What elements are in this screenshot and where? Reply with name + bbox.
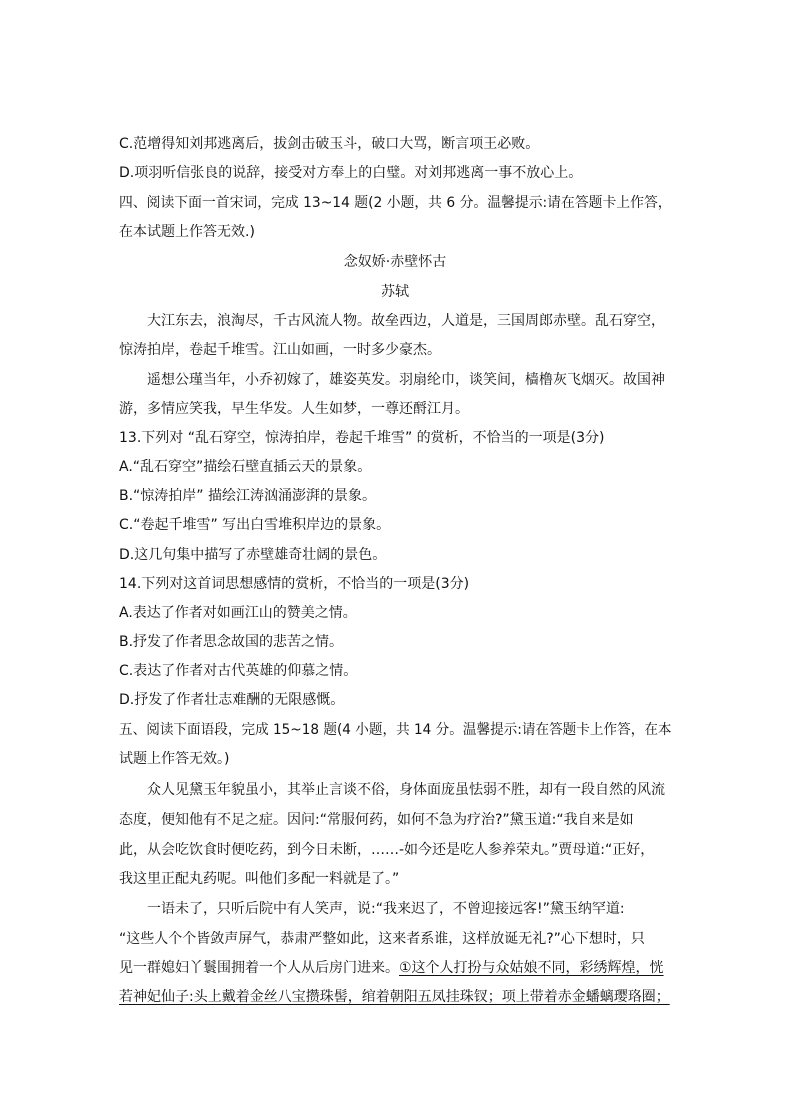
section4-instruction-cont: 在本试题上作答无效.) <box>119 224 255 240</box>
poem-stanza1-line2: 惊涛拍岸，卷起千堆雪。江山如画，一时多少豪杰。 <box>119 342 441 358</box>
passage-para1-line1: 众人见黛玉年貌虽小，其举止言谈不俗，身体面庞虽怯弱不胜，却有一段自然的风流 <box>147 782 665 798</box>
q13-option-a: A.“乱石穿空”描绘石壁直插云天的景象。 <box>119 459 372 475</box>
section4-instruction: 四、阅读下面一首宋词，完成 13~14 题(2 小题，共 6 分。温馨提示:请在答题卡上作答， <box>119 195 672 211</box>
q14-option-c: C.表达了作者对古代英雄的仰慕之情。 <box>119 663 358 679</box>
passage-para2-line1: 一语未了，只听后院中有人笑声，说:“我来迟了，不曾迎接远客!”黛玉纳罕道: <box>147 901 625 917</box>
passage-para2-line2: “这些人个个皆敛声屏气，恭肃严整如此，这来者系谁，这样放诞无礼?”心下想时，只 <box>119 931 645 947</box>
q13-option-b: B.“惊涛拍岸” 描绘江涛汹涌澎湃的景象。 <box>119 488 377 504</box>
poem-stanza1-line1: 大江东去，浪淘尽，千古风流人物。故垒西边，人道是，三国周郎赤壁。乱石穿空， <box>147 313 665 329</box>
q14-stem: 14.下列对这首词思想感情的赏析，不恰当的一项是(3分) <box>119 576 470 592</box>
passage-para1-line3: 此，从会吃饮食时便吃药，到今日未断，……-如今还是吃人参养荣丸。”贾母道:“正好， <box>119 842 655 858</box>
poem-title: 念奴娇·赤壁怀古 <box>343 254 447 270</box>
poem-stanza2-line2: 游，多情应笑我，早生华发。人生如梦，一尊还酹江月。 <box>119 401 469 417</box>
passage-para2-line3 <box>119 958 664 978</box>
q13-stem: 13.下列对 “乱石穿空，惊涛拍岸，卷起千堆雪” 的赏析，不恰当的一项是(3分) <box>119 430 605 446</box>
q14-option-b: B.抒发了作者思念故国的悲苦之情。 <box>119 634 344 650</box>
passage-para1-line4: 我这里正配丸药呢。叫他们多配一料就是了。” <box>119 871 400 887</box>
q13-option-d: D.这几句集中描写了赤壁雄奇壮阔的景色。 <box>119 547 387 563</box>
passage-para1-line2: 态度，便知他有不足之症。因问:“常服何药，如何不急为疗治?”黛玉道:“我自来是如 <box>119 812 634 828</box>
section5-instruction: 五、阅读下面语段，完成 15~18 题(4 小题，共 14 分。温馨提示:请在答题卡上作答，在本 <box>119 722 672 738</box>
q12-option-c: C.范增得知刘邦逃离后，拔剑击破玉斗，破口大骂，断言项王必败。 <box>119 136 540 152</box>
poem-author: 苏轼 <box>381 284 409 300</box>
q12-option-d: D.项羽听信张良的说辞，接受对方奉上的白璧。对刘邦逃离一事不放心上。 <box>119 165 583 181</box>
section5-instruction-cont: 试题上作答无效。) <box>119 751 230 767</box>
q13-option-c: C.“卷起千堆雪” 写出白雪堆积岸边的景象。 <box>119 517 391 533</box>
underlined-sentence-1-cont: 若神妃仙子:头上戴着金丝八宝攒珠髻，绾着朝阳五凤挂珠钗；项上带着赤金蟠螭璎珞圈； <box>119 989 670 1005</box>
passage-plain-text: 见一群媳妇丫鬟围拥着一个人从后房门进来。 <box>119 960 399 976</box>
poem-stanza2-line1: 遥想公瑾当年，小乔初嫁了，雄姿英发。羽扇纶巾，谈笑间，樯橹灰飞烟灭。故国神 <box>147 372 665 388</box>
q14-option-d: D.抒发了作者壮志难酬的无限感慨。 <box>119 692 345 708</box>
q14-option-a: A.表达了作者对如画江山的赞美之情。 <box>119 605 357 621</box>
underlined-sentence-1: ①这个人打扮与众姑娘不同，彩绣辉煌，恍 <box>399 960 664 976</box>
